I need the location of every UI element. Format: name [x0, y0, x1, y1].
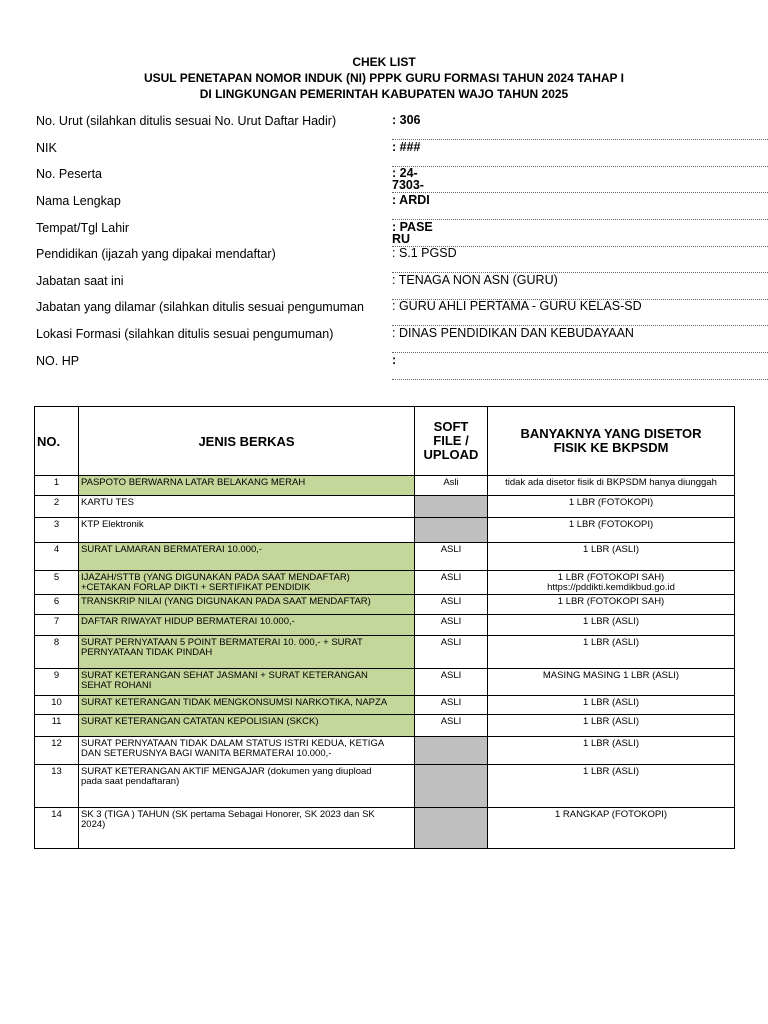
cell-no: 6 [35, 595, 79, 615]
cell-soft-file: ASLI [415, 615, 488, 636]
cell-jenis-berkas: SURAT LAMARAN BERMATERAI 10.000,- [79, 543, 415, 571]
table-header-row [35, 407, 735, 476]
field-label: Jabatan yang dilamar (silahkan ditulis sesuai pengumuman [36, 300, 364, 314]
dotted-divider [392, 219, 768, 220]
table-row [35, 765, 735, 808]
cell-fisik: MASING MASING 1 LBR (ASLI) [488, 669, 735, 696]
cell-soft-file: ASLI [415, 595, 488, 615]
field-value: : TENAGA NON ASN (GURU) [392, 273, 558, 287]
table-row [35, 808, 735, 849]
cell-no: 5 [35, 571, 79, 595]
cell-no: 4 [35, 543, 79, 571]
header-title: CHEK LIST [352, 55, 416, 69]
table-row [35, 737, 735, 765]
field-row [36, 141, 736, 167]
col-header-no: NO. [35, 407, 79, 476]
table-row [35, 571, 735, 595]
cell-fisik: 1 LBR (ASLI) [488, 715, 735, 737]
cell-soft-file [415, 808, 488, 849]
field-row [36, 221, 736, 247]
cell-soft-file [415, 737, 488, 765]
table-row [35, 669, 735, 696]
field-label: Lokasi Formasi (silahkan ditulis sesuai pengumuman) [36, 327, 334, 341]
table-row [35, 476, 735, 496]
field-label: NO. HP [36, 354, 80, 368]
field-value: : GURU AHLI PERTAMA - GURU KELAS-SD [392, 299, 642, 313]
col-header-fisik: BANYAKNYA YANG DISETOR FISIK KE BKPSDM [488, 407, 735, 476]
field-value: : DINAS PENDIDIKAN DAN KEBUDAYAAN [392, 326, 634, 340]
cell-soft-file: ASLI [415, 571, 488, 595]
cell-fisik: 1 LBR (ASLI) [488, 615, 735, 636]
cell-no: 8 [35, 636, 79, 669]
field-row [36, 327, 736, 353]
field-label: No. Urut (silahkan ditulis sesuai No. Urut Daftar Hadir) [36, 114, 337, 128]
field-row [36, 274, 736, 300]
cell-jenis-berkas: SURAT KETERANGAN CATATAN KEPOLISIAN (SKCK) [79, 715, 415, 737]
cell-no: 7 [35, 615, 79, 636]
cell-no: 3 [35, 518, 79, 543]
table-row [35, 615, 735, 636]
cell-soft-file: ASLI [415, 715, 488, 737]
field-label: Pendidikan (ijazah yang dipakai mendaftar) [36, 247, 276, 261]
cell-jenis-berkas: SURAT PERNYATAAN 5 POINT BERMATERAI 10. 000,- + SURAT PERNYATAAN TIDAK PINDAH [79, 636, 415, 669]
field-row [36, 354, 736, 380]
field-value: : 306 [392, 113, 421, 127]
table-row [35, 715, 735, 737]
cell-soft-file: Asli [415, 476, 488, 496]
table-row [35, 543, 735, 571]
table-row [35, 696, 735, 715]
cell-fisik: 1 LBR (ASLI) [488, 696, 735, 715]
field-row [36, 114, 736, 140]
cell-jenis-berkas: IJAZAH/STTB (YANG DIGUNAKAN PADA SAAT MENDAFTAR) +CETAKAN FORLAP DIKTI + SERTIFIKAT PENDIDIK [79, 571, 415, 595]
dotted-divider [392, 192, 768, 193]
cell-jenis-berkas: SURAT KETERANGAN TIDAK MENGKONSUMSI NARKOTIKA, NAPZA [79, 696, 415, 715]
cell-no: 12 [35, 737, 79, 765]
field-label: NIK [36, 141, 57, 155]
cell-no: 13 [35, 765, 79, 808]
document-header [0, 54, 768, 102]
table-row [35, 496, 735, 518]
cell-fisik: 1 LBR (FOTOKOPI SAH) [488, 595, 735, 615]
cell-jenis-berkas: SK 3 (TIGA ) TAHUN (SK pertama Sebagai Honorer, SK 2023 dan SK 2024) [79, 808, 415, 849]
cell-fisik: 1 LBR (ASLI) [488, 636, 735, 669]
cell-fisik: 1 LBR (ASLI) [488, 737, 735, 765]
cell-soft-file [415, 765, 488, 808]
cell-fisik: 1 LBR (FOTOKOPI SAH) https://pddikti.kemdikbud.go.id [488, 571, 735, 595]
field-row [36, 247, 736, 273]
field-value: : S.1 PGSD [392, 246, 457, 260]
cell-fisik: tidak ada disetor fisik di BKPSDM hanya diunggah [488, 476, 735, 496]
cell-jenis-berkas: KTP Elektronik [79, 518, 415, 543]
cell-no: 10 [35, 696, 79, 715]
field-label: No. Peserta [36, 167, 103, 181]
cell-jenis-berkas: PASPOTO BERWARNA LATAR BELAKANG MERAH [79, 476, 415, 496]
field-label: Tempat/Tgl Lahir [36, 221, 130, 235]
field-value: : ### [392, 140, 421, 154]
cell-fisik: 1 LBR (ASLI) [488, 765, 735, 808]
dotted-divider [392, 379, 768, 380]
cell-jenis-berkas: TRANSKRIP NILAI (YANG DIGUNAKAN PADA SAAT MENDAFTAR) [79, 595, 415, 615]
field-value: : 24- 7303- [392, 166, 424, 192]
header-subtitle: USUL PENETAPAN NOMOR INDUK (NI) PPPK GURU FORMASI TAHUN 2024 TAHAP I [143, 71, 625, 85]
cell-jenis-berkas: DAFTAR RIWAYAT HIDUP BERMATERAI 10.000,- [79, 615, 415, 636]
field-row [36, 167, 736, 193]
field-value: : [392, 353, 397, 367]
cell-jenis-berkas: KARTU TES [79, 496, 415, 518]
cell-fisik: 1 LBR (ASLI) [488, 543, 735, 571]
cell-soft-file: ASLI [415, 696, 488, 715]
cell-no: 1 [35, 476, 79, 496]
field-row [36, 300, 736, 326]
cell-no: 9 [35, 669, 79, 696]
cell-fisik: 1 LBR (FOTOKOPI) [488, 496, 735, 518]
field-label: Jabatan saat ini [36, 274, 124, 288]
field-value: : PASE RU [392, 220, 433, 246]
cell-soft-file: ASLI [415, 669, 488, 696]
checklist-table [34, 406, 735, 849]
cell-soft-file [415, 518, 488, 543]
field-value: : ARDI [392, 193, 430, 207]
cell-soft-file: ASLI [415, 636, 488, 669]
cell-jenis-berkas: SURAT PERNYATAAN TIDAK DALAM STATUS ISTRI KEDUA, KETIGA DAN SETERUSNYA BAGI WANITA BERMATERAI 10.000,- [79, 737, 415, 765]
cell-fisik: 1 LBR (FOTOKOPI) [488, 518, 735, 543]
dotted-divider [392, 352, 768, 353]
header-subtitle-2: DI LINGKUNGAN PEMERINTAH KABUPATEN WAJO TAHUN 2025 [199, 87, 569, 101]
field-label: Nama Lengkap [36, 194, 121, 208]
col-header-jenis: JENIS BERKAS [79, 407, 415, 476]
cell-fisik: 1 RANGKAP (FOTOKOPI) [488, 808, 735, 849]
cell-no: 2 [35, 496, 79, 518]
dotted-divider [392, 139, 768, 140]
table-row [35, 518, 735, 543]
cell-soft-file [415, 496, 488, 518]
table-row [35, 636, 735, 669]
table-row [35, 595, 735, 615]
cell-no: 11 [35, 715, 79, 737]
cell-jenis-berkas: SURAT KETERANGAN AKTIF MENGAJAR (dokumen yang diupload pada saat pendaftaran) [79, 765, 415, 808]
cell-jenis-berkas: SURAT KETERANGAN SEHAT JASMANI + SURAT KETERANGAN SEHAT ROHANI [79, 669, 415, 696]
cell-soft-file: ASLI [415, 543, 488, 571]
col-header-soft: SOFT FILE / UPLOAD [415, 407, 488, 476]
cell-no: 14 [35, 808, 79, 849]
field-row [36, 194, 736, 220]
